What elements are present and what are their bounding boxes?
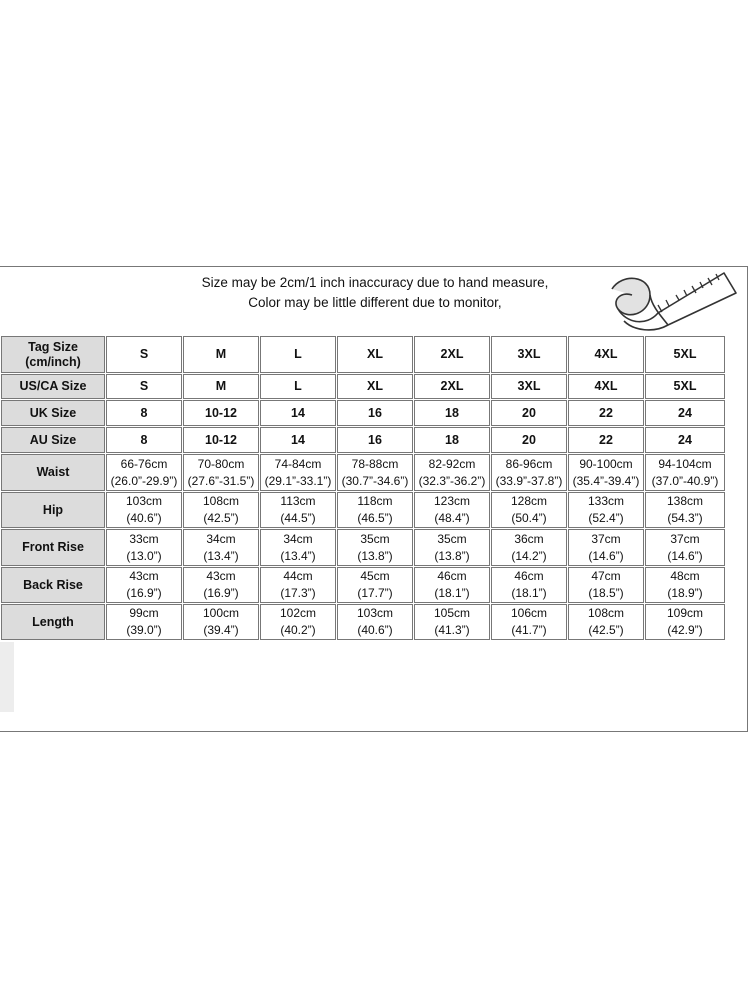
cell-value-inches: (48.4”) <box>434 511 470 525</box>
size-cell <box>106 454 182 491</box>
size-cell <box>260 492 336 528</box>
table-row <box>1 336 725 373</box>
cell-value: 48cm <box>670 569 700 583</box>
size-cell <box>491 567 567 603</box>
table-row <box>1 604 725 640</box>
cell-value: 100cm <box>202 606 240 620</box>
cell-value: 35cm <box>360 531 390 546</box>
size-cell <box>568 427 644 453</box>
cell-value: 44cm <box>283 569 313 583</box>
size-cell <box>337 336 413 373</box>
size-table <box>0 335 726 641</box>
size-cell <box>183 492 259 528</box>
cell-value: 14 <box>291 432 305 447</box>
cell-value: 2XL <box>440 347 464 361</box>
size-cell <box>568 374 644 399</box>
cell-value: 45cm <box>360 569 390 583</box>
size-cell <box>260 374 336 399</box>
cell-value-inches: (16.9”) <box>126 586 162 600</box>
cell-value: 5XL <box>673 347 697 361</box>
size-cell <box>645 400 725 426</box>
row-header <box>1 336 105 373</box>
size-cell <box>491 492 567 528</box>
size-cell <box>645 492 725 528</box>
cell-value: 24 <box>678 432 692 447</box>
size-cell <box>106 604 182 640</box>
cell-value: M <box>215 347 227 361</box>
cell-value-inches: (40.6”) <box>126 511 162 525</box>
cell-value: 108cm <box>202 494 240 508</box>
cell-value: 108cm <box>587 606 625 620</box>
row-header <box>1 400 105 426</box>
size-cell <box>645 427 725 453</box>
size-cell <box>183 374 259 399</box>
cell-value-inches: (29.1”-33.1”) <box>264 473 332 488</box>
row-header-text: US/CA Size <box>19 379 87 393</box>
cell-value: M <box>215 379 227 393</box>
size-cell <box>568 567 644 603</box>
row-header-text: Back Rise <box>23 577 83 592</box>
cell-value: 34cm <box>283 531 313 546</box>
size-chart <box>0 266 748 732</box>
cell-value: 86-96cm <box>505 456 553 471</box>
size-cell <box>106 336 182 373</box>
size-cell <box>491 454 567 491</box>
cell-value: 37cm <box>591 531 621 546</box>
cell-value-inches: (14.6”) <box>667 548 703 563</box>
cell-value: 46cm <box>437 569 467 583</box>
size-cell <box>568 454 644 491</box>
size-cell <box>260 400 336 426</box>
row-header <box>1 529 105 566</box>
cell-value-inches: (35.4”-39.4”) <box>572 473 640 488</box>
cell-value: 10-12 <box>205 432 237 447</box>
size-cell <box>414 492 490 528</box>
cell-value: 66-76cm <box>120 456 168 471</box>
table-row <box>1 529 725 566</box>
cell-value: 94-104cm <box>658 456 712 471</box>
size-cell <box>183 454 259 491</box>
cell-value: 18 <box>445 405 459 420</box>
cell-value-inches: (14.6”) <box>588 548 624 563</box>
size-cell <box>414 567 490 603</box>
row-header-text: Front Rise <box>22 540 84 554</box>
size-cell <box>491 336 567 373</box>
cell-value: L <box>294 379 302 393</box>
cell-value-inches: (40.2”) <box>280 623 316 637</box>
cell-value-inches: (18.1”) <box>434 586 470 600</box>
chart-header <box>0 267 748 334</box>
size-cell <box>260 604 336 640</box>
cell-value: 82-92cm <box>428 456 476 471</box>
cell-value-inches: (40.6”) <box>357 623 393 637</box>
cell-value: 4XL <box>594 379 618 393</box>
cell-value-inches: (18.9”) <box>667 586 703 600</box>
cell-value: 16 <box>368 432 382 447</box>
row-header <box>1 374 105 399</box>
size-cell <box>183 427 259 453</box>
size-cell <box>183 336 259 373</box>
color-note: Color may be little different due to monitor, <box>248 295 502 310</box>
cell-value-inches: (18.1”) <box>511 586 547 600</box>
size-cell <box>645 336 725 373</box>
size-cell <box>568 529 644 566</box>
size-cell <box>491 400 567 426</box>
cell-value-inches: (39.0”) <box>126 623 162 637</box>
cell-value-inches: (42.5”) <box>203 511 239 525</box>
cell-value: S <box>139 347 149 361</box>
size-cell <box>106 374 182 399</box>
table-row <box>1 427 725 453</box>
cell-value: 109cm <box>666 606 704 620</box>
cell-value-inches: (13.4”) <box>203 548 239 563</box>
size-cell <box>337 567 413 603</box>
cell-value-inches: (18.5”) <box>588 586 624 600</box>
size-cell <box>183 400 259 426</box>
cell-value: 18 <box>445 432 459 447</box>
cell-value: 106cm <box>510 606 548 620</box>
cell-value-inches: (13.8”) <box>357 548 393 563</box>
row-header <box>1 492 105 528</box>
measurement-note: Size may be 2cm/1 inch inaccuracy due to hand measure, <box>201 275 549 290</box>
cell-value-inches: (41.7”) <box>511 623 547 637</box>
cell-value-inches: (30.7”-34.6”) <box>341 473 409 488</box>
cell-value: 33cm <box>129 531 159 546</box>
size-cell <box>414 374 490 399</box>
size-cell <box>568 492 644 528</box>
size-cell <box>106 567 182 603</box>
cell-value: 123cm <box>433 494 471 508</box>
size-cell <box>645 454 725 491</box>
row-header-text: (cm/inch) <box>25 354 81 369</box>
cell-value-inches: (14.2”) <box>511 548 547 563</box>
row-header-text: AU Size <box>29 432 77 447</box>
table-row <box>1 492 725 528</box>
cell-value-inches: (17.3”) <box>280 586 316 600</box>
cell-value: 10-12 <box>205 405 237 420</box>
cell-value: L <box>294 347 302 361</box>
cell-value-inches: (41.3”) <box>434 623 470 637</box>
size-cell <box>260 567 336 603</box>
size-cell <box>337 374 413 399</box>
cell-value-inches: (37.0”-40.9”) <box>651 473 719 488</box>
size-cell <box>645 604 725 640</box>
size-table-body <box>1 336 725 640</box>
cell-value: 128cm <box>510 494 548 508</box>
cell-value: 118cm <box>357 494 393 508</box>
cell-value-inches: (16.9”) <box>203 586 239 600</box>
size-cell <box>568 604 644 640</box>
cell-value: 113cm <box>280 494 316 508</box>
cell-value: 43cm <box>206 569 236 583</box>
cell-value-inches: (44.5”) <box>280 511 316 525</box>
cell-value: 133cm <box>587 494 625 508</box>
cell-value: 102cm <box>279 606 317 620</box>
row-header-text: Tag Size <box>28 339 78 354</box>
measuring-tape-icon <box>606 267 746 333</box>
cell-value-inches: (33.9”-37.8”) <box>495 473 563 488</box>
cell-value: 16 <box>368 405 382 420</box>
size-cell <box>645 567 725 603</box>
cell-value: 22 <box>599 405 613 420</box>
size-cell <box>106 427 182 453</box>
cell-value-inches: (26.0”-29.9”) <box>110 473 178 488</box>
cell-value: 4XL <box>594 347 618 361</box>
cell-value-inches: (17.7”) <box>357 586 393 600</box>
size-cell <box>491 374 567 399</box>
cell-value-inches: (13.0”) <box>126 548 162 563</box>
cell-value: 8 <box>140 405 148 420</box>
cell-value: 99cm <box>129 606 159 620</box>
size-cell <box>183 567 259 603</box>
cell-value-inches: (27.6”-31.5”) <box>187 473 255 488</box>
cell-value-inches: (50.4”) <box>511 511 547 525</box>
size-cell <box>106 529 182 566</box>
size-cell <box>260 427 336 453</box>
cell-value: XL <box>367 347 383 361</box>
cell-value-inches: (54.3”) <box>667 511 703 525</box>
size-cell <box>414 427 490 453</box>
row-header-text: UK Size <box>29 405 77 420</box>
cell-value: 47cm <box>591 569 621 583</box>
size-cell <box>491 604 567 640</box>
cell-value: 78-88cm <box>351 456 399 471</box>
cell-value: 35cm <box>437 531 467 546</box>
cell-value: 14 <box>291 405 305 420</box>
size-cell <box>183 529 259 566</box>
size-cell <box>260 454 336 491</box>
cell-value-inches: (32.3”-36.2”) <box>418 473 486 488</box>
size-cell <box>414 454 490 491</box>
table-row <box>1 374 725 399</box>
row-header <box>1 567 105 603</box>
table-row <box>1 567 725 603</box>
size-cell <box>645 374 725 399</box>
cell-value: 36cm <box>514 531 544 546</box>
cell-value: 43cm <box>129 569 159 583</box>
size-cell <box>414 336 490 373</box>
row-header <box>1 604 105 640</box>
row-header-text: Hip <box>42 502 64 517</box>
size-cell <box>337 529 413 566</box>
cell-value-inches: (13.4”) <box>280 548 316 563</box>
size-cell <box>106 492 182 528</box>
cell-value: XL <box>367 379 383 393</box>
cell-value: 8 <box>140 432 148 447</box>
table-row <box>1 400 725 426</box>
cell-value-inches: (42.5”) <box>588 623 624 637</box>
size-cell <box>337 454 413 491</box>
row-header <box>1 454 105 491</box>
cell-value: 24 <box>678 405 692 420</box>
edge-shadow <box>0 642 14 712</box>
cell-value: 34cm <box>206 531 236 546</box>
cell-value: 103cm <box>125 494 163 508</box>
cell-value: 2XL <box>440 379 464 393</box>
cell-value: 22 <box>599 432 613 447</box>
cell-value: 37cm <box>670 531 700 546</box>
cell-value-inches: (42.9”) <box>667 623 703 637</box>
cell-value: 20 <box>522 432 536 447</box>
table-row <box>1 454 725 491</box>
size-cell <box>260 529 336 566</box>
cell-value: S <box>139 379 149 393</box>
size-cell <box>491 427 567 453</box>
cell-value: 105cm <box>433 606 471 620</box>
size-cell <box>414 604 490 640</box>
cell-value: 74-84cm <box>274 456 322 471</box>
size-cell <box>337 492 413 528</box>
cell-value: 20 <box>522 405 536 420</box>
cell-value-inches: (13.8”) <box>434 548 470 563</box>
cell-value: 90-100cm <box>579 456 633 471</box>
size-cell <box>106 400 182 426</box>
cell-value: 103cm <box>356 606 394 620</box>
cell-value-inches: (52.4”) <box>588 511 624 525</box>
row-header-text: Length <box>32 614 74 629</box>
cell-value: 70-80cm <box>197 456 245 471</box>
size-cell <box>645 529 725 566</box>
cell-value-inches: (39.4”) <box>203 623 239 637</box>
cell-value: 5XL <box>673 379 697 393</box>
row-header-text: Waist <box>36 465 70 479</box>
cell-value-inches: (46.5”) <box>357 511 393 525</box>
size-cell <box>183 604 259 640</box>
cell-value: 3XL <box>517 347 541 361</box>
cell-value: 3XL <box>517 379 541 393</box>
size-cell <box>491 529 567 566</box>
row-header <box>1 427 105 453</box>
size-cell <box>260 336 336 373</box>
size-cell <box>568 400 644 426</box>
size-cell <box>337 604 413 640</box>
size-cell <box>337 400 413 426</box>
size-cell <box>337 427 413 453</box>
size-cell <box>414 529 490 566</box>
size-cell <box>568 336 644 373</box>
cell-value: 138cm <box>666 494 704 508</box>
size-cell <box>414 400 490 426</box>
cell-value: 46cm <box>514 569 544 583</box>
